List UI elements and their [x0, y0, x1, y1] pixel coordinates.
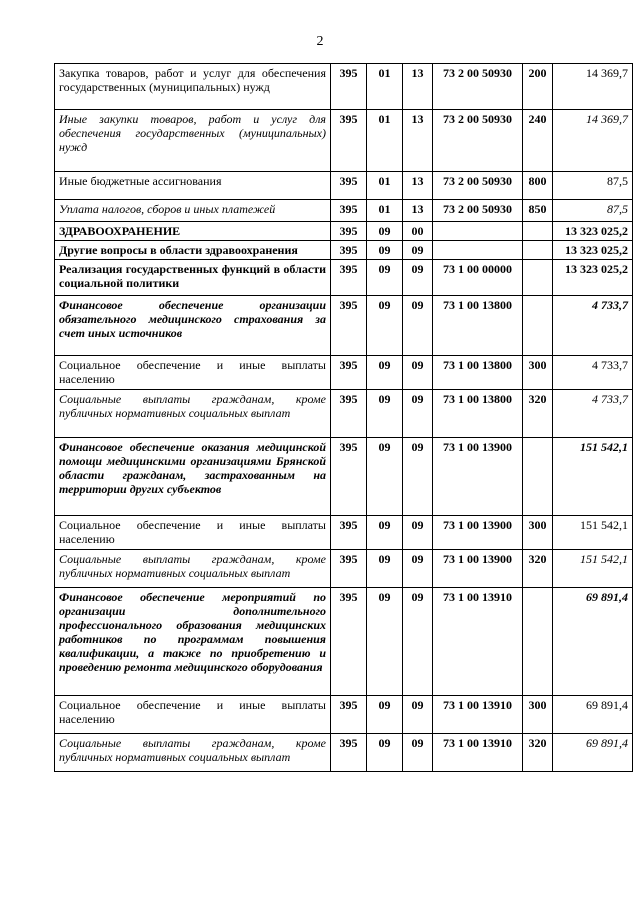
- expense-type-code: [523, 438, 553, 516]
- expense-type-code: 240: [523, 110, 553, 172]
- target-article-code: 73 2 00 50930: [433, 64, 523, 110]
- target-article-code: 73 1 00 13900: [433, 550, 523, 588]
- table-row: [55, 200, 633, 222]
- table-row: [55, 241, 633, 260]
- amount: 13 323 025,2: [553, 241, 633, 260]
- section-code: 01: [367, 172, 403, 200]
- section-code: 09: [367, 516, 403, 550]
- amount: 4 733,7: [553, 356, 633, 390]
- ministry-code: 395: [331, 696, 367, 734]
- ministry-code: 395: [331, 588, 367, 696]
- ministry-code: 395: [331, 516, 367, 550]
- amount: 151 542,1: [553, 550, 633, 588]
- table-row: [55, 222, 633, 241]
- row-name: Социальные выплаты гражданам, кроме публичных нормативных социальных выплат: [55, 734, 331, 772]
- target-article-code: 73 1 00 13900: [433, 516, 523, 550]
- amount: 14 369,7: [553, 110, 633, 172]
- amount: 87,5: [553, 200, 633, 222]
- section-code: 09: [367, 734, 403, 772]
- expense-type-code: 320: [523, 390, 553, 438]
- expense-type-code: [523, 296, 553, 356]
- section-code: 01: [367, 110, 403, 172]
- expense-type-code: [523, 260, 553, 296]
- row-name: Финансовое обеспечение мероприятий по организации дополнительного профессионального образования медицинских работников по программам повышения квалификации, а также по приобретению и проведению ремонта медицинского оборудования: [55, 588, 331, 696]
- table-row: [55, 110, 633, 172]
- target-article-code: [433, 241, 523, 260]
- row-name: Уплата налогов, сборов и иных платежей: [55, 200, 331, 222]
- subsection-code: 09: [403, 696, 433, 734]
- row-name: Социальное обеспечение и иные выплаты населению: [55, 356, 331, 390]
- target-article-code: 73 1 00 13900: [433, 438, 523, 516]
- target-article-code: 73 2 00 50930: [433, 200, 523, 222]
- ministry-code: 395: [331, 110, 367, 172]
- subsection-code: 09: [403, 734, 433, 772]
- ministry-code: 395: [331, 200, 367, 222]
- amount: 69 891,4: [553, 588, 633, 696]
- row-name: Иные закупки товаров, работ и услуг для обеспечения государственных (муниципальных) нужд: [55, 110, 331, 172]
- amount: 69 891,4: [553, 734, 633, 772]
- amount: 4 733,7: [553, 390, 633, 438]
- subsection-code: 13: [403, 64, 433, 110]
- amount: 4 733,7: [553, 296, 633, 356]
- expense-type-code: 800: [523, 172, 553, 200]
- section-code: 09: [367, 438, 403, 516]
- table-row: [55, 390, 633, 438]
- subsection-code: 09: [403, 241, 433, 260]
- table-row: [55, 550, 633, 588]
- target-article-code: 73 1 00 13910: [433, 696, 523, 734]
- subsection-code: 09: [403, 516, 433, 550]
- table-row: [55, 260, 633, 296]
- row-name: Социальные выплаты гражданам, кроме публичных нормативных социальных выплат: [55, 550, 331, 588]
- section-code: 09: [367, 222, 403, 241]
- row-name: ЗДРАВООХРАНЕНИЕ: [55, 222, 331, 241]
- ministry-code: 395: [331, 390, 367, 438]
- ministry-code: 395: [331, 356, 367, 390]
- subsection-code: 00: [403, 222, 433, 241]
- target-article-code: 73 1 00 13800: [433, 356, 523, 390]
- target-article-code: [433, 222, 523, 241]
- amount: 151 542,1: [553, 516, 633, 550]
- target-article-code: 73 1 00 00000: [433, 260, 523, 296]
- row-name: Социальное обеспечение и иные выплаты населению: [55, 516, 331, 550]
- row-name: Финансовое обеспечение оказания медицинской помощи медицинскими организациями Брянской области гражданам, застрахованным на территории других субъектов: [55, 438, 331, 516]
- target-article-code: 73 1 00 13910: [433, 588, 523, 696]
- amount: 13 323 025,2: [553, 222, 633, 241]
- expense-type-code: 200: [523, 64, 553, 110]
- amount: 13 323 025,2: [553, 260, 633, 296]
- row-name: Другие вопросы в области здравоохранения: [55, 241, 331, 260]
- amount: 69 891,4: [553, 696, 633, 734]
- section-code: 09: [367, 696, 403, 734]
- amount: 14 369,7: [553, 64, 633, 110]
- table-row: [55, 696, 633, 734]
- section-code: 09: [367, 260, 403, 296]
- row-name: Финансовое обеспечение организации обязательного медицинского страхования за счет иных источников: [55, 296, 331, 356]
- section-code: 09: [367, 550, 403, 588]
- subsection-code: 09: [403, 438, 433, 516]
- target-article-code: 73 2 00 50930: [433, 172, 523, 200]
- table-row: [55, 356, 633, 390]
- ministry-code: 395: [331, 550, 367, 588]
- target-article-code: 73 1 00 13800: [433, 296, 523, 356]
- budget-table: [54, 63, 633, 772]
- section-code: 09: [367, 241, 403, 260]
- amount: 87,5: [553, 172, 633, 200]
- section-code: 09: [367, 390, 403, 438]
- table-row: [55, 64, 633, 110]
- expense-type-code: [523, 222, 553, 241]
- ministry-code: 395: [331, 64, 367, 110]
- target-article-code: 73 1 00 13910: [433, 734, 523, 772]
- section-code: 01: [367, 200, 403, 222]
- target-article-code: 73 1 00 13800: [433, 390, 523, 438]
- subsection-code: 09: [403, 588, 433, 696]
- ministry-code: 395: [331, 172, 367, 200]
- row-name: Социальное обеспечение и иные выплаты населению: [55, 696, 331, 734]
- subsection-code: 09: [403, 296, 433, 356]
- expense-type-code: 850: [523, 200, 553, 222]
- subsection-code: 09: [403, 356, 433, 390]
- ministry-code: 395: [331, 296, 367, 356]
- ministry-code: 395: [331, 438, 367, 516]
- ministry-code: 395: [331, 241, 367, 260]
- subsection-code: 09: [403, 390, 433, 438]
- row-name: Реализация государственных функций в области социальной политики: [55, 260, 331, 296]
- row-name: Социальные выплаты гражданам, кроме публичных нормативных социальных выплат: [55, 390, 331, 438]
- target-article-code: 73 2 00 50930: [433, 110, 523, 172]
- section-code: 09: [367, 356, 403, 390]
- expense-type-code: 300: [523, 356, 553, 390]
- table-row: [55, 734, 633, 772]
- row-name: Иные бюджетные ассигнования: [55, 172, 331, 200]
- expense-type-code: 320: [523, 734, 553, 772]
- expense-type-code: 300: [523, 696, 553, 734]
- subsection-code: 13: [403, 110, 433, 172]
- ministry-code: 395: [331, 222, 367, 241]
- subsection-code: 09: [403, 260, 433, 296]
- section-code: 09: [367, 296, 403, 356]
- table-row: [55, 516, 633, 550]
- table-row: [55, 296, 633, 356]
- section-code: 01: [367, 64, 403, 110]
- table-row: [55, 588, 633, 696]
- expense-type-code: 320: [523, 550, 553, 588]
- table-row: [55, 438, 633, 516]
- expense-type-code: 300: [523, 516, 553, 550]
- subsection-code: 09: [403, 550, 433, 588]
- amount: 151 542,1: [553, 438, 633, 516]
- subsection-code: 13: [403, 200, 433, 222]
- expense-type-code: [523, 588, 553, 696]
- page-number: 2: [316, 34, 324, 49]
- table-row: [55, 172, 633, 200]
- expense-type-code: [523, 241, 553, 260]
- subsection-code: 13: [403, 172, 433, 200]
- row-name: Закупка товаров, работ и услуг для обеспечения государственных (муниципальных) нужд: [55, 64, 331, 110]
- section-code: 09: [367, 588, 403, 696]
- ministry-code: 395: [331, 734, 367, 772]
- ministry-code: 395: [331, 260, 367, 296]
- budget-table-body: [55, 64, 633, 772]
